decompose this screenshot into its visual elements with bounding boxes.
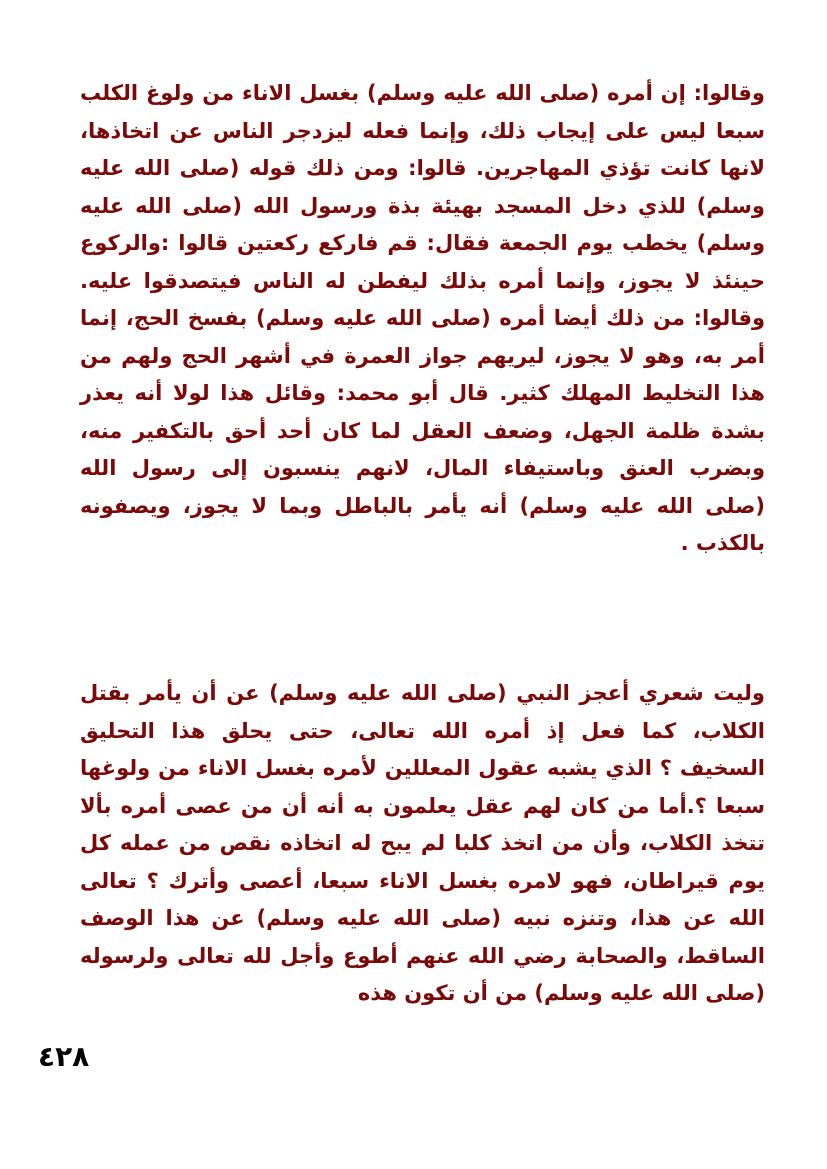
paragraph-2: وليت شعري أعجز النبي (صلى الله عليه وسلم) عن أن يأمر بقتل الكلاب، كما فعل إذ أمره الله تعالى، حتى يحلق هذا التحليق السخيف ؟ الذي يشبه عقول المعللين لأمره بغسل الاناء من ولوغها سبعا ؟.أما من كان لهم عقل يعلمون به أنه أن من عصى أمره بألا تتخذ الكلاب، وأن من اتخذ كلبا لم يبح له اتخاذه نقص من عمله كل يوم قيراطان، فهو لامره بغسل الاناء سبعا، أعصى وأترك ؟ تعالى الله عن هذا، وتنزه نبيه (صلى الله عليه وسلم) عن هذا الوصف الساقط، والصحابة رضي الله عنهم أطوع وأجل لله تعالى ولرسوله (صلى الله عليه وسلم) من أن تكون هذه [80,681,765,1005]
page-number: ٤٢٨ [38,1040,90,1073]
paragraph-1: وقالوا: إن أمره (صلى الله عليه وسلم) بغسل الاناء من ولوغ الكلب سبعا ليس على إيجاب ذلك، وإنما فعله ليزدجر الناس عن اتخاذها، لانها كانت تؤذي المهاجرين. قالوا: ومن ذلك قوله (صلى الله عليه وسلم) للذي دخل المسجد بهيئة بذة ورسول الله (صلى الله عليه وسلم) يخطب يوم الجمعة فقال: قم فاركع ركعتين قالوا :والركوع حينئذ لا يجوز، وإنما أمره بذلك ليفطن له الناس فيتصدقوا عليه. وقالوا: من ذلك أيضا أمره (صلى الله عليه وسلم) بفسخ الحج، إنما أمر به، وهو لا يجوز، ليريهم جواز العمرة في أشهر الحج ولهم من هذا التخليط المهلك كثير. قال أبو محمد: وقائل هذا لولا أنه يعذر بشدة ظلمة الجهل، وضعف العقل لما كان أحد أحق بالتكفير منه، وبضرب العنق وباستيفاء المال، لانهم ينسبون إلى رسول الله (صلى الله عليه وسلم) أنه يأمر بالباطل وبما لا يجوز، ويصفونه بالكذب . [80,81,765,555]
